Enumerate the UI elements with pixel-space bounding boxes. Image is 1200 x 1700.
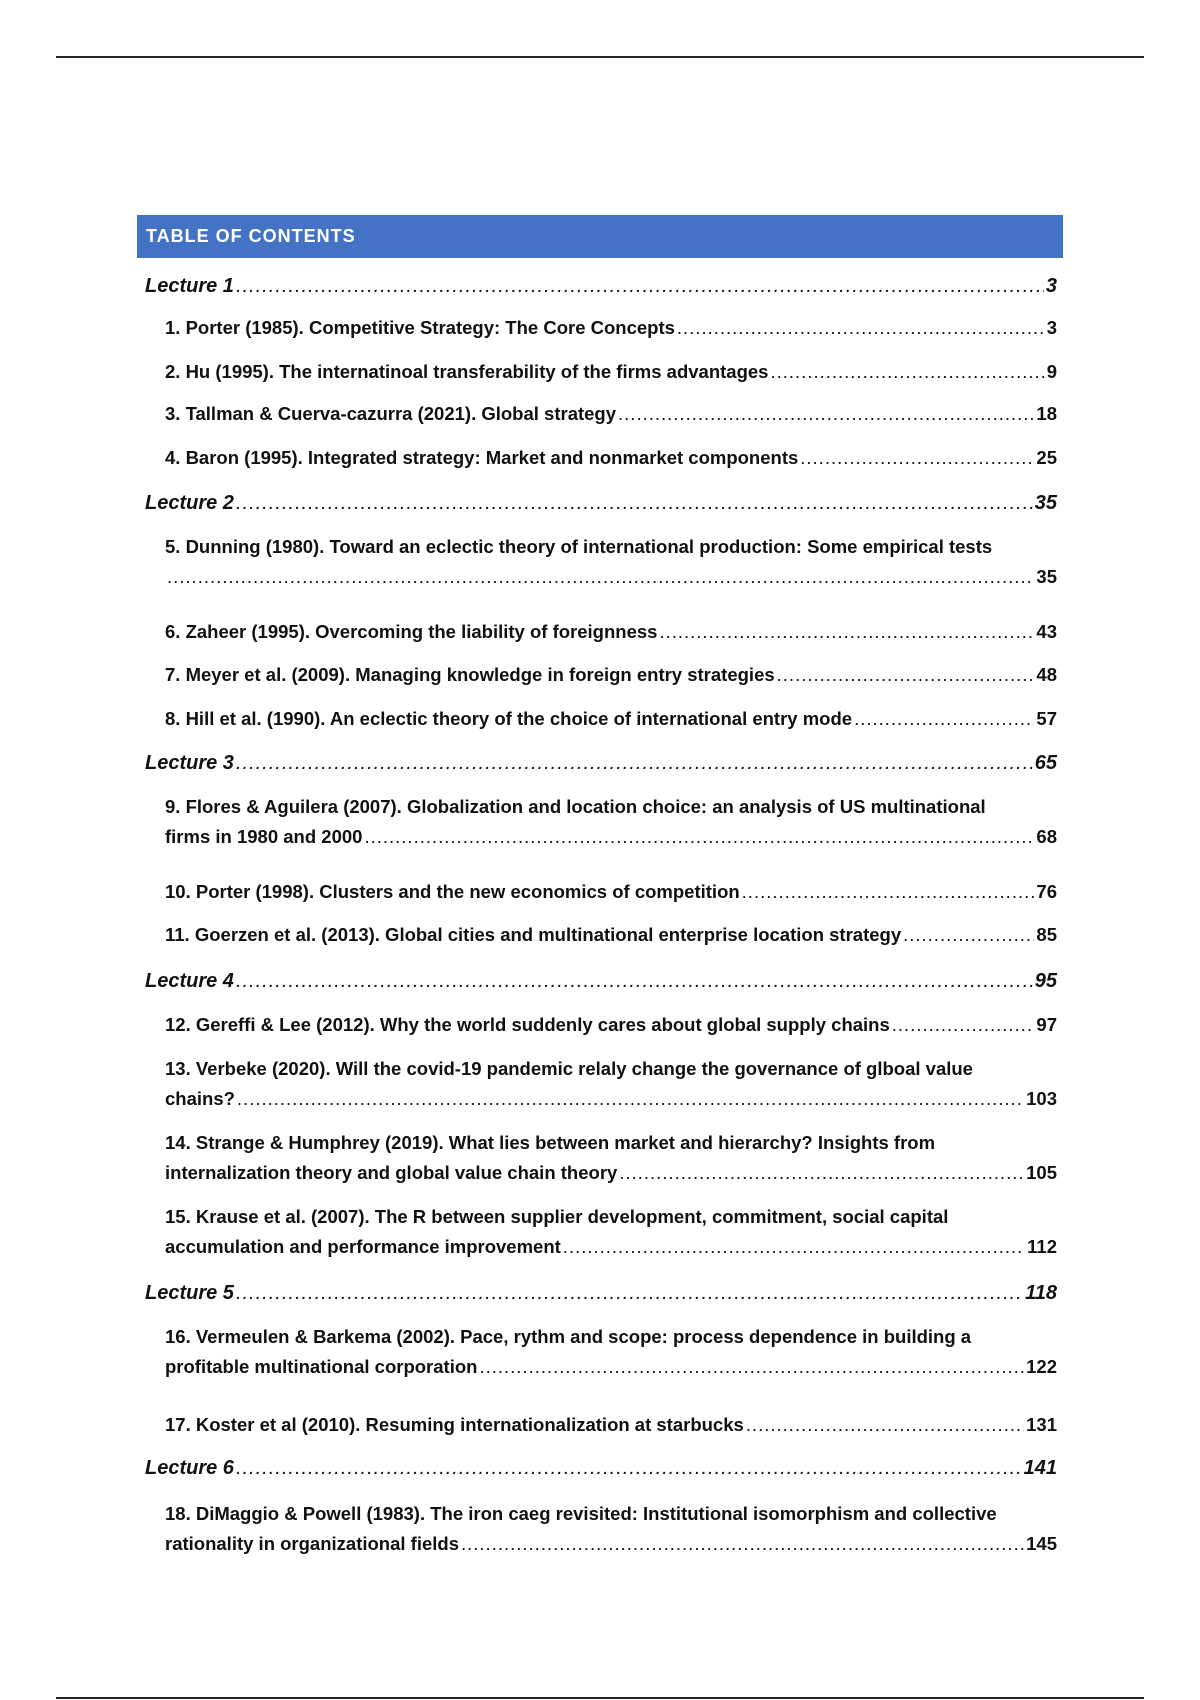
toc-item-entry[interactable] — [137, 1503, 1057, 1555]
dot-leader — [777, 664, 1035, 686]
toc-page-number: 112 — [1027, 1236, 1057, 1257]
toc-page-number: 97 — [1036, 1014, 1057, 1035]
toc-entry-title: 16. Vermeulen & Barkema (2002). Pace, rythm and scope: process dependence in building a — [165, 1326, 972, 1347]
toc-entry-line — [165, 881, 1057, 903]
toc-lecture-entry[interactable] — [137, 970, 1057, 993]
toc-lecture-entry[interactable] — [137, 492, 1057, 515]
toc-lecture-entry[interactable] — [137, 752, 1057, 775]
toc-entry-title: 18. DiMaggio & Powell (1983). The iron caeg revisited: Institutional isomorphism and collective — [165, 1503, 997, 1524]
toc-item-entry[interactable] — [137, 1326, 1057, 1378]
toc-heading: TABLE OF CONTENTS — [137, 215, 1063, 258]
toc-page-number: 76 — [1036, 881, 1057, 902]
toc-entry-title: 7. Meyer et al. (2009). Managing knowledge in foreign entry strategies — [165, 664, 775, 685]
toc-item-entry[interactable] — [137, 536, 1057, 588]
toc-entry-line — [165, 826, 1057, 848]
toc-entry-line — [165, 708, 1057, 730]
dot-leader — [364, 826, 1034, 848]
toc-lecture-entry[interactable] — [137, 275, 1057, 298]
toc-entry-title: 3. Tallman & Cuerva-cazurra (2021). Global strategy — [165, 403, 617, 424]
toc-entry-title: Lecture 4 — [145, 970, 234, 992]
toc-item-entry[interactable] — [137, 881, 1057, 903]
toc-entry-line — [145, 1457, 1057, 1480]
toc-item-entry[interactable] — [137, 621, 1057, 643]
toc-entry-title: Lecture 5 — [145, 1282, 234, 1304]
dot-leader — [167, 566, 1034, 588]
toc-page-number: 25 — [1036, 447, 1057, 468]
toc-item-entry[interactable] — [137, 1014, 1057, 1036]
toc-entry-title-continued: accumulation and performance improvement — [165, 1236, 561, 1257]
dot-leader — [236, 970, 1033, 993]
toc-entry-title: 1. Porter (1985). Competitive Strategy: The Core Concepts — [165, 317, 675, 338]
toc-page-number: 3 — [1045, 275, 1057, 297]
toc-page-number: 48 — [1036, 664, 1057, 685]
toc-entry-line — [145, 275, 1057, 298]
toc-entry-line — [165, 1088, 1057, 1110]
toc-page-number: 43 — [1036, 621, 1057, 642]
toc-page-number: 131 — [1026, 1414, 1057, 1435]
dot-leader — [746, 1414, 1024, 1436]
toc-entry-title: 8. Hill et al. (1990). An eclectic theory of the choice of international entry mode — [165, 708, 853, 729]
toc-entry-line — [165, 664, 1057, 686]
dot-leader — [236, 752, 1033, 775]
toc-entry-title: 2. Hu (1995). The internatinoal transferability of the firms advantages — [165, 361, 769, 382]
dot-leader — [770, 361, 1044, 383]
dot-leader — [461, 1533, 1024, 1555]
toc-entry-title: 11. Goerzen et al. (2013). Global cities and multinational enterprise location strategy — [165, 924, 902, 945]
dot-leader — [618, 403, 1034, 425]
toc-entry-title-continued: internalization theory and global value chain theory — [165, 1162, 618, 1183]
toc-page-number: 65 — [1034, 752, 1057, 774]
toc-item-entry[interactable] — [137, 708, 1057, 730]
toc-page-number: 3 — [1046, 317, 1057, 338]
dot-leader — [236, 1282, 1023, 1305]
toc-entry-line — [165, 1533, 1057, 1555]
dot-leader — [677, 317, 1045, 339]
toc-lecture-entry[interactable] — [137, 1282, 1057, 1305]
toc-entry-title: 17. Koster et al (2010). Resuming internationalization at starbucks — [165, 1414, 744, 1435]
toc-entry-title-continued: chains? — [165, 1088, 235, 1109]
toc-page-number: 57 — [1036, 708, 1057, 729]
toc-entry-line — [165, 317, 1057, 339]
footer-rule — [56, 1697, 1144, 1699]
dot-leader — [800, 447, 1034, 469]
dot-leader — [237, 1088, 1024, 1110]
toc-page-number: 35 — [1034, 492, 1057, 514]
toc-entry-line — [165, 1414, 1057, 1436]
toc-page-number: 103 — [1026, 1088, 1057, 1109]
toc-entry-line — [165, 924, 1057, 946]
toc-entry-line — [165, 1014, 1057, 1036]
toc-entry-title: 6. Zaheer (1995). Overcoming the liability of foreignness — [165, 621, 658, 642]
toc-page-number: 122 — [1026, 1356, 1057, 1377]
toc-entry-title-continued: firms in 1980 and 2000 — [165, 826, 363, 847]
toc-page-number: 105 — [1026, 1162, 1057, 1183]
toc-item-entry[interactable] — [137, 1058, 1057, 1110]
dot-leader — [659, 621, 1034, 643]
dot-leader — [903, 924, 1034, 946]
toc-entry-line — [165, 361, 1057, 383]
toc-entry-line — [165, 403, 1057, 425]
toc-entry-title: 13. Verbeke (2020). Will the covid-19 pandemic relaly change the governance of glboal value — [165, 1058, 973, 1079]
toc-entry-title: 15. Krause et al. (2007). The R between supplier development, commitment, social capital — [165, 1206, 949, 1227]
toc-entry-title: Lecture 2 — [145, 492, 234, 514]
toc-item-entry[interactable] — [137, 1414, 1057, 1436]
dot-leader — [236, 1457, 1022, 1480]
toc-page-number: 18 — [1036, 403, 1057, 424]
toc-entry-line — [145, 1282, 1057, 1305]
toc-entry-line — [165, 1162, 1057, 1184]
toc-item-entry[interactable] — [137, 361, 1057, 383]
toc-item-entry[interactable] — [137, 1206, 1057, 1258]
toc-entry-title: Lecture 1 — [145, 275, 234, 297]
toc-page-number: 68 — [1036, 826, 1057, 847]
dot-leader — [236, 275, 1044, 298]
header-rule — [56, 56, 1144, 58]
toc-entry-line — [165, 1236, 1057, 1258]
table-of-contents — [137, 215, 1063, 1554]
dot-leader — [479, 1356, 1024, 1378]
toc-page-number: 118 — [1025, 1282, 1057, 1304]
toc-page-number: 85 — [1036, 924, 1057, 945]
toc-entry-line — [165, 621, 1057, 643]
toc-entry-line — [145, 970, 1057, 993]
toc-item-entry[interactable] — [137, 796, 1057, 848]
toc-page-number: 141 — [1023, 1457, 1057, 1479]
dot-leader — [892, 1014, 1035, 1036]
toc-entry-line — [165, 1356, 1057, 1378]
toc-entry-title: Lecture 3 — [145, 752, 234, 774]
toc-entry-line — [165, 447, 1057, 469]
toc-page-number: 35 — [1036, 566, 1057, 587]
toc-entry-title-continued: rationality in organizational fields — [165, 1533, 459, 1554]
toc-entry-title: 10. Porter (1998). Clusters and the new economics of competition — [165, 881, 740, 902]
toc-entry-line — [145, 752, 1057, 775]
toc-page-number: 9 — [1046, 361, 1057, 382]
dot-leader — [619, 1162, 1024, 1184]
toc-item-entry[interactable] — [137, 1132, 1057, 1184]
toc-entry-title: 14. Strange & Humphrey (2019). What lies between market and hierarchy? Insights from — [165, 1132, 936, 1153]
dot-leader — [236, 492, 1033, 515]
toc-item-entry[interactable] — [137, 403, 1057, 425]
toc-page-number: 145 — [1026, 1533, 1057, 1554]
toc-entry-title: 9. Flores & Aguilera (2007). Globalization and location choice: an analysis of US multinational — [165, 796, 986, 817]
toc-page-number: 95 — [1034, 970, 1057, 992]
dot-leader — [742, 881, 1035, 903]
toc-item-entry[interactable] — [137, 924, 1057, 946]
toc-item-entry[interactable] — [137, 664, 1057, 686]
toc-entry-title: 12. Gereffi & Lee (2012). Why the world suddenly cares about global supply chains — [165, 1014, 890, 1035]
dot-leader — [854, 708, 1034, 730]
toc-item-entry[interactable] — [137, 447, 1057, 469]
toc-entry-title: Lecture 6 — [145, 1457, 234, 1479]
toc-entry-title: 4. Baron (1995). Integrated strategy: Market and nonmarket components — [165, 447, 799, 468]
toc-entry-line — [165, 566, 1057, 588]
toc-entry-title: 5. Dunning (1980). Toward an eclectic theory of international production: Some empirical tests — [165, 536, 993, 557]
toc-lecture-entry[interactable] — [137, 1457, 1057, 1480]
toc-entry-line — [145, 492, 1057, 515]
toc-item-entry[interactable] — [137, 317, 1057, 339]
toc-entry-title-continued: profitable multinational corporation — [165, 1356, 478, 1377]
dot-leader — [563, 1236, 1025, 1258]
